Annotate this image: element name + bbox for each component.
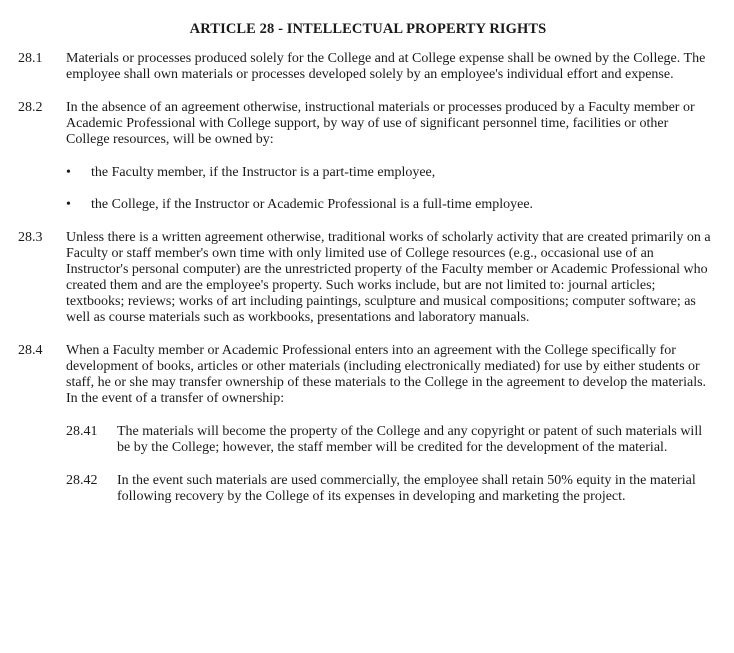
clause-text: When a Faculty member or Academic Professional enters into an agreement with the College specifically for development of books, articles or other materials (including electronically mediated) for use by either students or staff, he or she may transfer ownership of these materials to the College in the agreement to develop the materials. In the event of a transfer of ownership: bbox=[66, 343, 707, 406]
subclause-text: In the event such materials are used commercially, the employee shall retain 50% equity in the material following recovery by the College of its expenses in developing and marketing the project. bbox=[117, 473, 696, 504]
subclause-text: The materials will become the property of the College and any copyright or patent of such materials will be by the College; however, the staff member will be credited for the development of the material. bbox=[117, 424, 703, 455]
list-item bbox=[66, 197, 714, 213]
clause-body bbox=[66, 230, 714, 326]
subclause-body bbox=[117, 473, 714, 505]
clause-number: 28.1 bbox=[18, 51, 43, 66]
list-item-text: the Faculty member, if the Instructor is a part-time employee, bbox=[91, 165, 436, 180]
clause-28-2 bbox=[18, 100, 714, 213]
clause-28-3 bbox=[18, 230, 714, 326]
subclause-number: 28.42 bbox=[66, 473, 98, 488]
clause-text: Materials or processes produced solely for the College and at College expense shall be owned by the College. The employee shall own materials or processes developed solely by an employee's individual effort and expense. bbox=[66, 51, 706, 82]
subclause-28-42 bbox=[66, 473, 714, 505]
article-title: ARTICLE 28 - INTELLECTUAL PROPERTY RIGHTS bbox=[189, 21, 547, 37]
bullet-list bbox=[66, 165, 714, 213]
bullet-icon: • bbox=[66, 165, 71, 180]
subclause-number: 28.41 bbox=[66, 424, 98, 439]
clause-body bbox=[66, 100, 714, 213]
clause-number: 28.2 bbox=[18, 100, 43, 115]
clause-text: Unless there is a written agreement otherwise, traditional works of scholarly activity that are created primarily on a Faculty or staff member's own time with only limited use of College resources (e.g., occasional use of an Instructor's personal computer) are the unrestricted property of the Faculty member or Academic Professional who created them and are the employee's property. Such works include, but are not limited to: journal articles; textbooks; reviews; works of art including paintings, sculpture and musical compositions; computer software; as well as course materials such as workbooks, presentations and laboratory manuals. bbox=[66, 230, 711, 325]
clause-number: 28.4 bbox=[18, 343, 43, 358]
clause-28-1 bbox=[18, 51, 714, 83]
bullet-icon: • bbox=[66, 197, 71, 212]
clause-number: 28.3 bbox=[18, 230, 43, 245]
subclause-28-41 bbox=[66, 424, 714, 456]
list-item bbox=[66, 165, 714, 181]
list-item-text: the College, if the Instructor or Academic Professional is a full-time employee. bbox=[91, 197, 534, 212]
subclause-body bbox=[117, 424, 714, 456]
clause-body bbox=[66, 343, 714, 505]
clause-28-4 bbox=[18, 343, 714, 505]
clause-text: In the absence of an agreement otherwise, instructional materials or processes produced by a Faculty member or Academic Professional with College support, by way of use of significant personnel time, facilities or other College resources, will be owned by: bbox=[66, 100, 695, 147]
clause-body bbox=[66, 51, 714, 83]
